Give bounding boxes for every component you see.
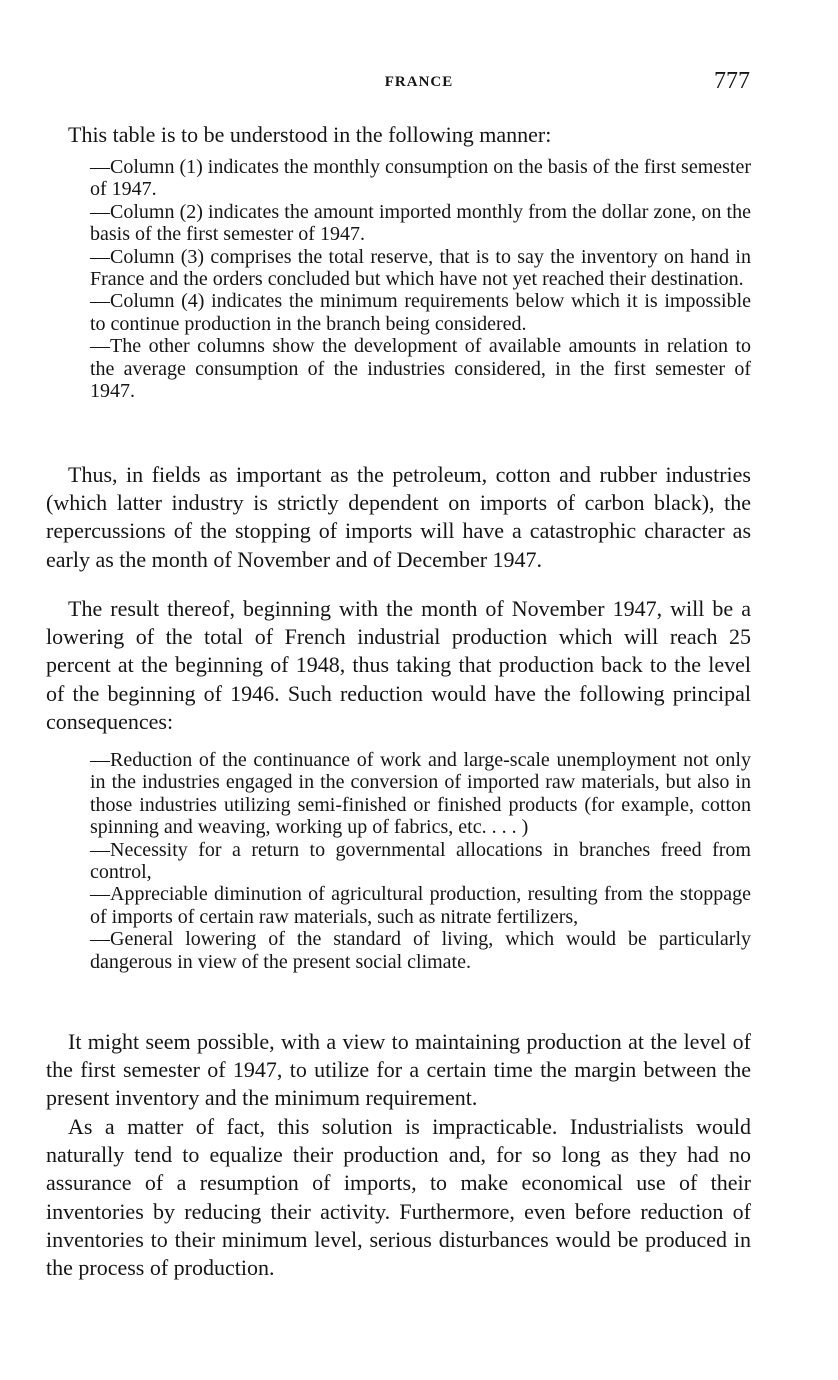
running-head: FRANCE [384, 74, 454, 90]
column-explanation-list [90, 156, 751, 402]
paragraph: The result thereof, beginning with the month of November 1947, will be a lowering of the total of French industrial production which will reach 25 percent at the beginning of 1948, thus taking that production back to the level of the beginning of 1946. Such reduction would have the following principal consequences: [46, 596, 751, 734]
list-item: —Necessity for a return to governmental allocations in branches freed from control, [90, 838, 751, 884]
list-item: —The other columns show the development of available amounts in relation to the average consumption of the industries considered, in the first semester of 1947. [90, 335, 751, 403]
list-item: —Column (3) comprises the total reserve, that is to say the inventory on hand in France and the orders concluded but which have not yet reached their destination. [90, 245, 751, 291]
consequences-list [90, 749, 751, 973]
page-header [0, 68, 838, 104]
list-item: —General lowering of the standard of living, which would be particularly dangerous in view of the present social climate. [90, 928, 751, 973]
list-item: —Reduction of the continuance of work and large-scale unemployment not only in the industries engaged in the conversion of imported raw materials, but also in those industries utilizing semi-finished or finished products (for example, cotton spinning and weaving, working up of fabrics, etc. . . . ) [90, 749, 751, 839]
list-item: —Column (4) indicates the minimum requirements below which it is impossible to continue production in the branch being considered. [90, 290, 751, 335]
page-number: 777 [714, 68, 750, 94]
paragraph: As a matter of fact, this solution is impracticable. Industrialists would naturally tend to equalize their production and, for so long as they had no assurance of a resumption of imports, to make economical use of their inventories by reducing their activity. Furthermore, even before reduction of inventories to their minimum level, serious disturbances would be produced in the process of production. [46, 1114, 751, 1281]
list-item: —Appreciable diminution of agricultural production, resulting from the stoppage of imports of certain raw materials, such as nitrate fertilizers, [90, 883, 751, 928]
list-item: —Column (2) indicates the amount imported monthly from the dollar zone, on the basis of the first semester of 1947. [90, 200, 751, 246]
paragraph: It might seem possible, with a view to maintaining production at the level of the first semester of 1947, to utilize for a certain time the margin between the present inventory and the minimum requirement. [46, 1029, 751, 1111]
intro-line: This table is to be understood in the following manner: [68, 122, 552, 147]
paragraph: Thus, in fields as important as the petroleum, cotton and rubber industries (which latter industry is strictly dependent on imports of carbon black), the repercussions of the stopping of imports will have a catastrophic character as early as the month of November and of December 1947. [46, 462, 751, 572]
list-item: —Column (1) indicates the monthly consumption on the basis of the first semester of 1947. [90, 156, 752, 201]
